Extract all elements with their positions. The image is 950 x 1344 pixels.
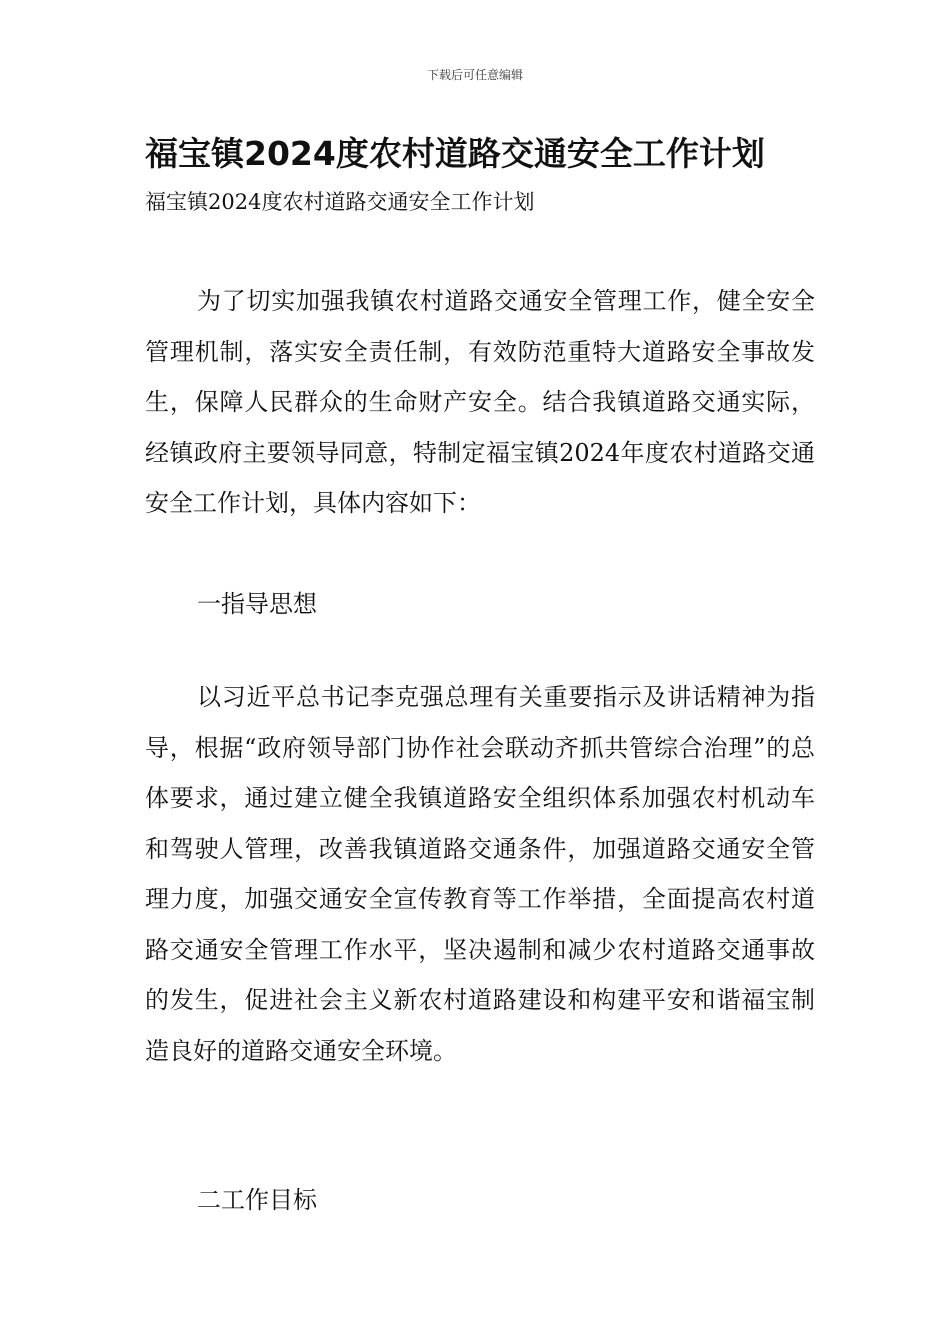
intro-paragraph: 为了切实加强我镇农村道路交通安全管理工作，健全安全管理机制，落实安全责任制，有效防范重特大道路安全事故发生，保障人民群众的生命财产安全。结合我镇道路交通实际，经镇政府主要领导同意，特制定福宝镇2024年度农村道路交通安全工作计划，具体内容如下： <box>145 287 815 517</box>
section-heading-guiding-ideology: 一指导思想 <box>197 590 317 618</box>
document-title: 福宝镇2024度农村道路交通安全工作计划 <box>145 134 765 173</box>
section-paragraph-guiding-ideology: 以习近平总书记李克强总理有关重要指示及讲话精神为指导，根据“政府领导部门协作社会联动齐抓共管综合治理”的总体要求，通过建立健全我镇道路安全组织体系加强农村机动车和驾驶人管理，改善我镇道路交通条件，加强道路交通安全管理力度，加强交通安全宣传教育等工作举措，全面提高农村道路交通安全管理工作水平，坚决遏制和减少农村道路交通事故的发生，促进社会主义新农村道路建设和构建平安和谐福宝制造良好的道路交通安全环境。 <box>145 683 815 1065</box>
header-note: 下载后可任意编辑 <box>426 68 523 82</box>
document-subtitle: 福宝镇2024度农村道路交通安全工作计划 <box>145 190 535 214</box>
section-heading-work-goals: 二工作目标 <box>197 1186 317 1214</box>
